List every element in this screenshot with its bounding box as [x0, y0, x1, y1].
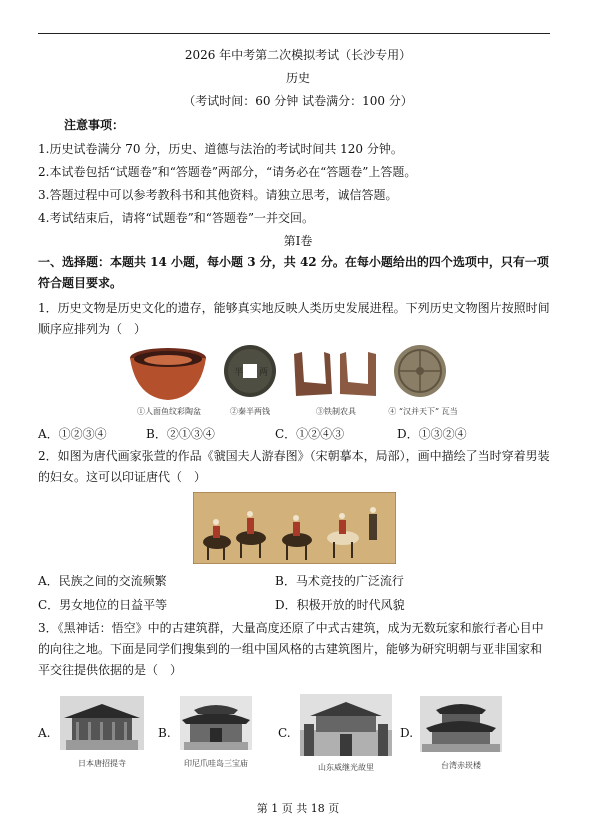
q2-option-a: A．民族之间的交流频繁	[38, 574, 167, 588]
q1-caption-4: ④ “汉并天下” 瓦当	[388, 407, 458, 416]
note-item-1: 1.历史试卷满分 70 分，历史、道德与法治的考试时间共 120 分钟。	[38, 142, 403, 156]
q1-option-b: B．②①③④	[146, 427, 215, 441]
q3-caption-b: 印尼爪哇岛三宝庙	[184, 759, 248, 768]
q3-caption-c: 山东威继光故里	[318, 763, 374, 772]
q1-option-a: A．①②③④	[38, 427, 107, 441]
q3-option-b: B.	[158, 726, 171, 740]
subject-title: 历史	[285, 71, 310, 85]
q3-option-d: D.	[400, 726, 414, 740]
svg-text:半: 半	[234, 368, 244, 378]
iron-farm-tools-image	[290, 346, 380, 402]
q1-caption-3: ③铁制农具	[316, 407, 356, 416]
qi-jiguang-hometown-image	[300, 694, 392, 756]
q3-option-c: C.	[278, 726, 291, 740]
notes-title: 注意事项：	[64, 118, 125, 132]
toshodaiji-temple-image	[60, 696, 144, 750]
question-3-stem: 3．《黑神话：悟空》中的古建筑群，大量高度还原了中式古建筑，成为无数玩家和旅行者心目中的向往之地。下面是同学们搜集到的一组中国风格的古建筑图片，能够为研究明朝与亚非国家和平交往提供依据的是（ ）	[38, 621, 544, 677]
han-tile-end-image	[392, 343, 448, 399]
q3-option-a: A.	[38, 726, 51, 740]
question-2-stem: 2．如图为唐代画家张萱的作品《虢国夫人游春图》（宋朝摹本，局部），画中描绘了当时穿着男装的妇女。这可以印证唐代（ ）	[38, 449, 550, 484]
note-item-4: 4.考试结束后，请将“试题卷”和“答题卷”一并交回。	[38, 211, 314, 225]
q1-caption-1: ①人面鱼纹彩陶盆	[137, 407, 201, 416]
tang-painting-spring-outing-image	[193, 492, 396, 564]
q1-caption-2: ②秦半两钱	[230, 407, 270, 416]
exam-info: （考试时间：60 分钟 试卷满分：100 分）	[183, 94, 413, 108]
exam-title: 2026 年中考第二次模拟考试（长沙专用）	[184, 48, 412, 62]
painted-pottery-basin-image	[128, 346, 208, 402]
note-item-3: 3.答题过程中可以参考教科书和其他资料。请独立思考，诚信答题。	[38, 188, 398, 202]
q2-option-c: C．男女地位的日益平等	[38, 598, 168, 612]
volume-label: 第Ⅰ卷	[283, 234, 313, 248]
section-heading: 一、选择题：本题共 14 小题，每小题 3 分，共 42 分。在每小题给出的四个选项中，只有一项符合题目要求。	[38, 255, 549, 290]
top-rule	[38, 33, 550, 34]
page-footer: 第 1 页 共 18 页	[256, 802, 340, 815]
q3-caption-d: 台湾赤崁楼	[441, 761, 481, 770]
chihkan-tower-image	[420, 696, 502, 752]
question-1-stem: 1．历史文物是历史文化的遗存，能够真实地反映人类历史发展进程。下列历史文物图片按照时间顺序应排列为（ ）	[38, 301, 550, 336]
q2-option-d: D．积极开放的时代风貌	[275, 598, 405, 612]
svg-text:两: 两	[259, 368, 269, 378]
q2-option-b: B．马术竞技的广泛流行	[275, 574, 404, 588]
sam-poo-kong-temple-image	[180, 696, 252, 750]
qin-banliang-coin-image	[222, 343, 278, 399]
q1-option-c: C．①②④③	[275, 427, 345, 441]
note-item-2: 2.本试卷包括“试题卷”和“答题卷”两部分，“请务必在“答题卷”上答题。	[38, 165, 417, 179]
q1-option-d: D．①③②④	[397, 427, 467, 441]
q3-caption-a: 日本唐招提寺	[78, 759, 126, 768]
